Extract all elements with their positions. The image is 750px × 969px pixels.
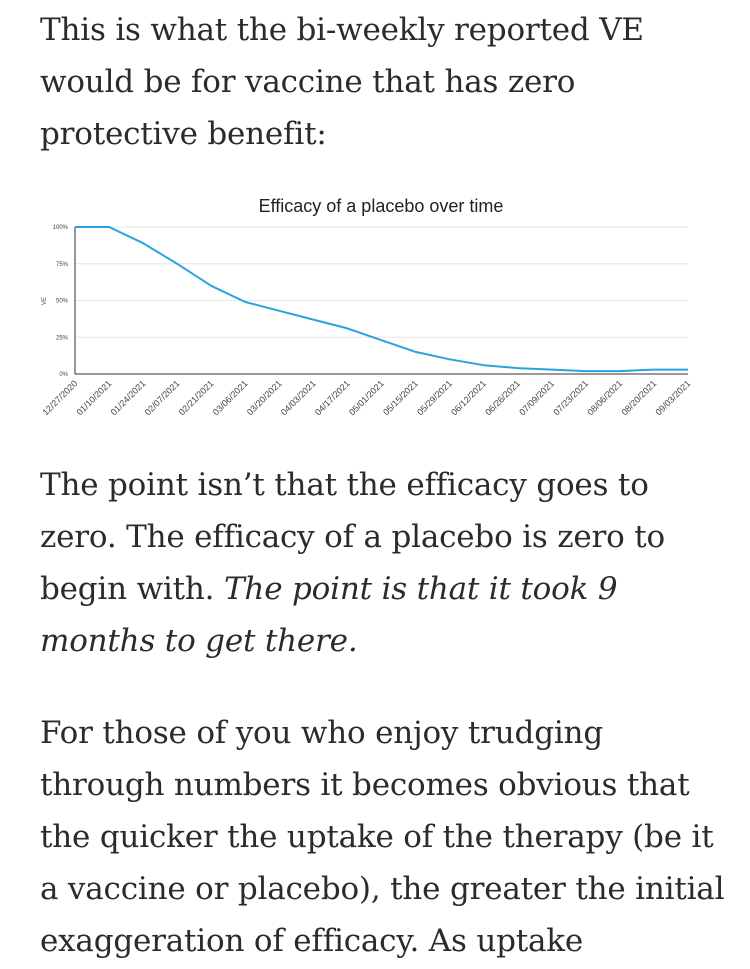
- x-tick-label: 03/20/2021: [244, 378, 284, 418]
- x-tick-label: 06/12/2021: [449, 378, 489, 418]
- placebo-efficacy-chart: [0, 185, 750, 435]
- series-line: [75, 227, 688, 371]
- point-text: The point isn’t that the efficacy goes to zero. The efficacy of a placebo is zero to begin with.: [40, 467, 665, 607]
- x-tick-label: 07/23/2021: [551, 378, 591, 418]
- x-tick-label: 01/24/2021: [108, 378, 148, 418]
- y-tick-label: 50%: [55, 298, 68, 305]
- x-tick-label: 04/03/2021: [278, 378, 318, 418]
- y-tick-label: 100%: [52, 225, 68, 231]
- x-tick-label: 02/07/2021: [142, 378, 182, 418]
- x-axis-ticks: [40, 378, 692, 417]
- x-tick-label: 06/26/2021: [483, 378, 523, 418]
- x-tick-label: 05/01/2021: [346, 378, 386, 418]
- closing-paragraph: For those of you who enjoy trudging through numbers it becomes obvious that the quicker the uptake of the therapy (be it a vaccine or placebo), the greater the initial exaggeration of efficacy. As uptake: [40, 715, 725, 959]
- y-axis-label: VE: [42, 296, 48, 306]
- x-tick-label: 07/09/2021: [517, 378, 557, 418]
- x-tick-label: 12/27/2020: [40, 378, 80, 418]
- x-tick-label: 01/10/2021: [74, 378, 114, 418]
- point-emphasis: The point is that it took 9 months to get there.: [40, 571, 618, 659]
- x-tick-label: 04/17/2021: [312, 378, 352, 418]
- x-tick-label: 05/29/2021: [415, 378, 455, 418]
- chart-grid: [75, 227, 688, 374]
- intro-paragraph: This is what the bi-weekly reported VE would be for vaccine that has zero protective benefit:: [40, 12, 644, 152]
- x-tick-label: 09/03/2021: [653, 378, 693, 418]
- x-tick-label: 05/15/2021: [381, 378, 420, 418]
- y-tick-label: 0%: [59, 372, 68, 378]
- point-paragraph: [40, 459, 730, 667]
- chart-svg: [0, 185, 750, 435]
- x-tick-label: 08/20/2021: [619, 378, 659, 418]
- y-tick-label: 75%: [55, 261, 68, 268]
- x-tick-label: 02/21/2021: [176, 378, 216, 418]
- x-tick-label: 08/06/2021: [585, 378, 625, 418]
- y-axis-ticks: [53, 225, 69, 378]
- x-tick-label: 03/06/2021: [210, 378, 250, 418]
- chart-title: Efficacy of a placebo over time: [258, 196, 504, 216]
- y-tick-label: 25%: [55, 335, 68, 342]
